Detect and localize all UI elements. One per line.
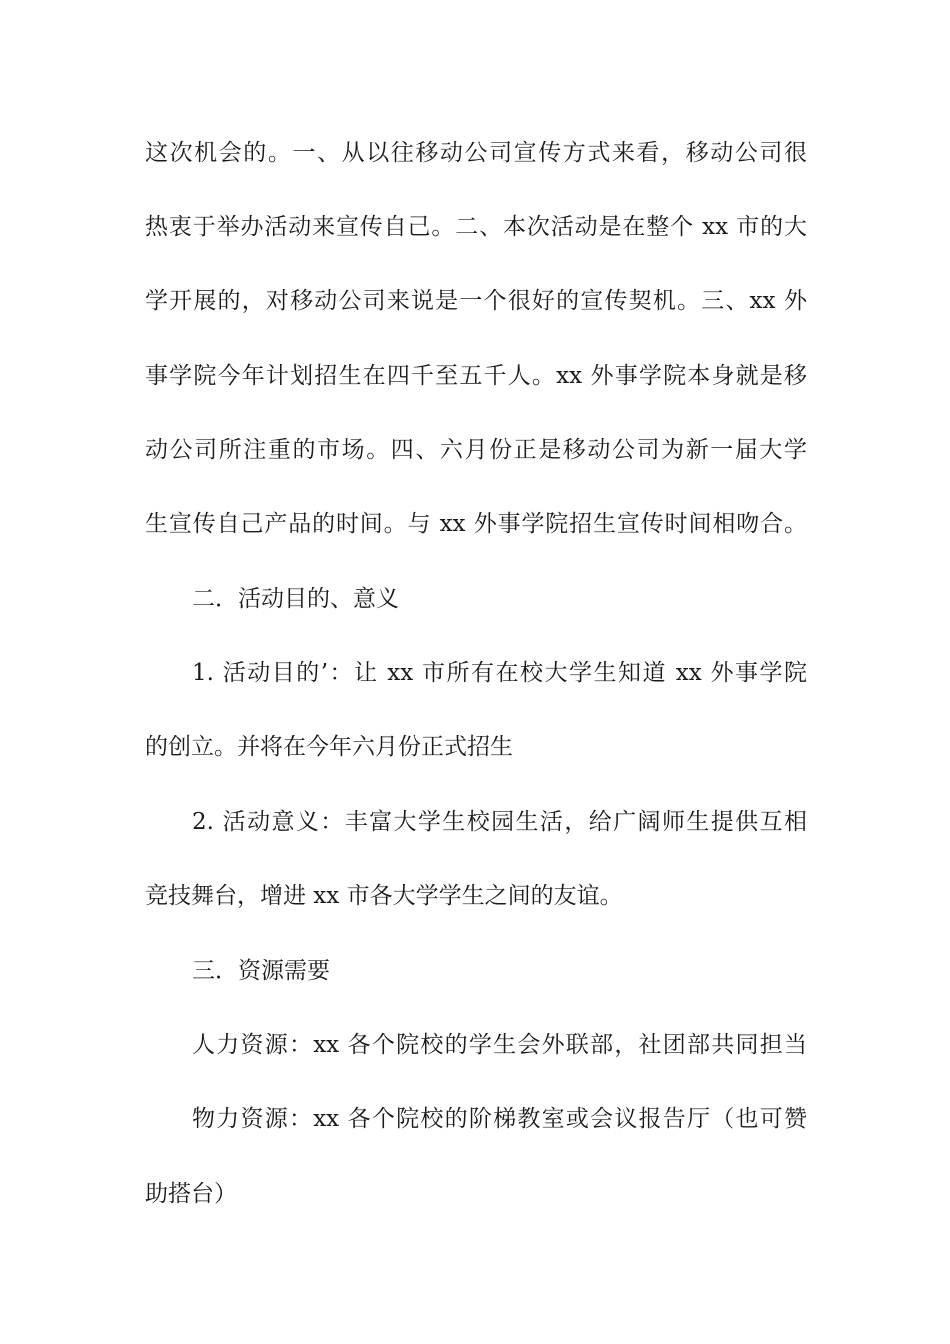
- paragraph-line: 生宣传自己产品的时间。与 xx 外事学院招生宣传时间相吻合。: [145, 511, 807, 537]
- paragraph-line: 物力资源：xx 各个院校的阶梯教室或会议报告厅（也可赞: [192, 1106, 807, 1132]
- paragraph-line: 事学院今年计划招生在四千至五千人。xx 外事学院本身就是移: [145, 363, 807, 389]
- section-heading: 三．资源需要: [192, 958, 330, 984]
- section-heading: 二．活动目的、意义: [192, 586, 399, 612]
- paragraph-line: 2. 活动意义：丰富大学生校园生活，给广阔师生提供互相: [192, 809, 807, 835]
- paragraph-line: 1. 活动目的’：让 xx 市所有在校大学生知道 xx 外事学院: [192, 660, 807, 686]
- paragraph-line: 动公司所注重的市场。四、六月份正是移动公司为新一届大学: [145, 437, 807, 463]
- paragraph-line: 热衷于举办活动来宣传自己。二、本次活动是在整个 xx 市的大: [145, 214, 807, 240]
- paragraph-line: 这次机会的。一、从以往移动公司宣传方式来看，移动公司很: [145, 140, 807, 166]
- paragraph-line: 助搭台）: [145, 1181, 237, 1207]
- paragraph-line: 的创立。并将在今年六月份正式招生: [145, 734, 513, 760]
- paragraph-line: 人力资源：xx 各个院校的学生会外联部，社团部共同担当: [192, 1032, 807, 1058]
- paragraph-line: 学开展的，对移动公司来说是一个很好的宣传契机。三、xx 外: [145, 288, 807, 314]
- paragraph-line: 竞技舞台，增进 xx 市各大学学生之间的友谊。: [145, 883, 623, 909]
